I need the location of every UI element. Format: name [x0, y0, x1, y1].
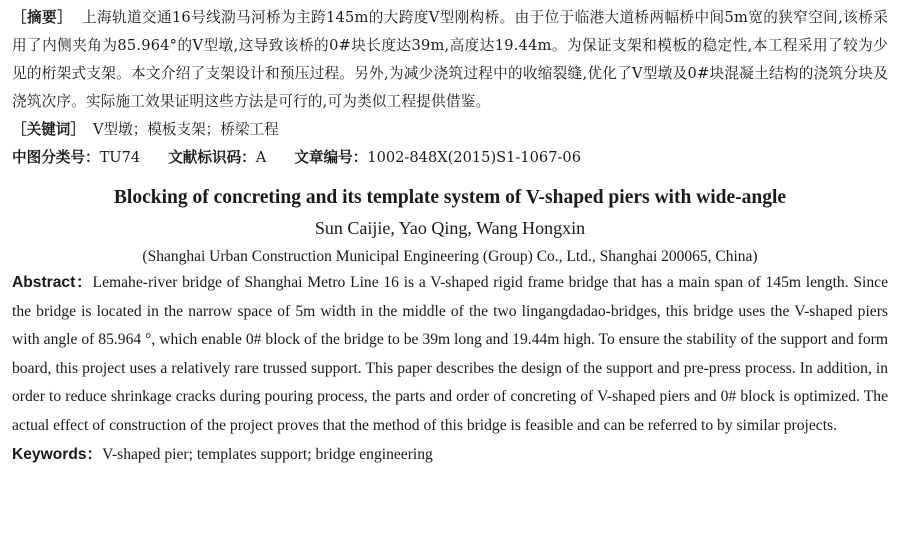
clc-label: 中图分类号：: [12, 149, 100, 166]
chinese-keywords: [12, 116, 888, 144]
paper-header: [12, 4, 888, 469]
english-abstract-text: Lemahe-river bridge of Shanghai Metro Line 16 is a V-shaped rigid frame bridge that has a main span of 145m length. Since the bridge is located in the narrow space of 5m width in the middle of the two lingangdadao-bridges, this bridge uses the V-shaped piers with angle of 85.964 °, which enable 0# block of the bridge to be 39m long and 19.44m high. To ensure the stability of the support and form board, this project uses a relatively rare trussed support. This paper describes the design of the support and pre-press process. In addition, in order to reduce shrinkage cracks during pouring process, the parts and order of concreting of V-shaped piers and 0# block is optimized. The actual effect of construction of the project proves that the method of this bridge is feasible and can be referred to by similar projects.: [12, 274, 888, 434]
english-keywords-text: V-shaped pier; templates support; bridge engineering: [102, 445, 433, 463]
article-number: [294, 144, 581, 172]
classification-line: [12, 144, 888, 172]
english-keywords: [12, 441, 888, 469]
english-abstract: [12, 269, 888, 441]
document-code-label: 文献标识码：: [168, 149, 256, 166]
clc-value: TU74: [99, 149, 141, 166]
clc-number: [12, 144, 140, 172]
document-code-value: A: [255, 149, 267, 166]
english-authors: Sun Caijie, Yao Qing, Wang Hongxin: [314, 218, 586, 238]
english-title: Blocking of concreting and its template system of V-shaped piers with wide-angle: [113, 187, 787, 208]
chinese-keywords-label: ［关键词］: [12, 121, 85, 138]
article-number-value: 1002-848X(2015)S1-1067-06: [367, 149, 581, 166]
chinese-abstract: [12, 4, 888, 116]
chinese-keywords-text: V型墩；模板支架；桥梁工程: [92, 121, 279, 138]
article-number-label: 文章编号：: [294, 149, 368, 166]
english-affiliation: (Shanghai Urban Construction Municipal Engineering (Group) Co., Ltd., Shanghai 200065, China): [142, 248, 758, 265]
chinese-abstract-label: ［摘要］: [12, 9, 72, 26]
english-keywords-label: Keywords：: [12, 445, 103, 463]
document-code: [168, 144, 266, 172]
chinese-abstract-text: 上海轨道交通16号线泐马河桥为主跨145m的大跨度V型刚构桥。由于位于临港大道桥两幅桥中间5m宽的狭窄空间,该桥采用了内侧夹角为85.964°的V型墩,这导致该桥的0#块长度达39m,高度达19.44m。为保证支架和模板的稳定性,本工程采用了较为少见的桁架式支架。本文介绍了支架设计和预压过程。另外,为减少浇筑过程中的收缩裂缝,优化了V型墩及0#块混凝土结构的浇筑分块及浇筑次序。实际施工效果证明这些方法是可行的,可为类似工程提供借鉴。: [12, 9, 888, 110]
english-abstract-label: Abstract：: [12, 274, 93, 291]
